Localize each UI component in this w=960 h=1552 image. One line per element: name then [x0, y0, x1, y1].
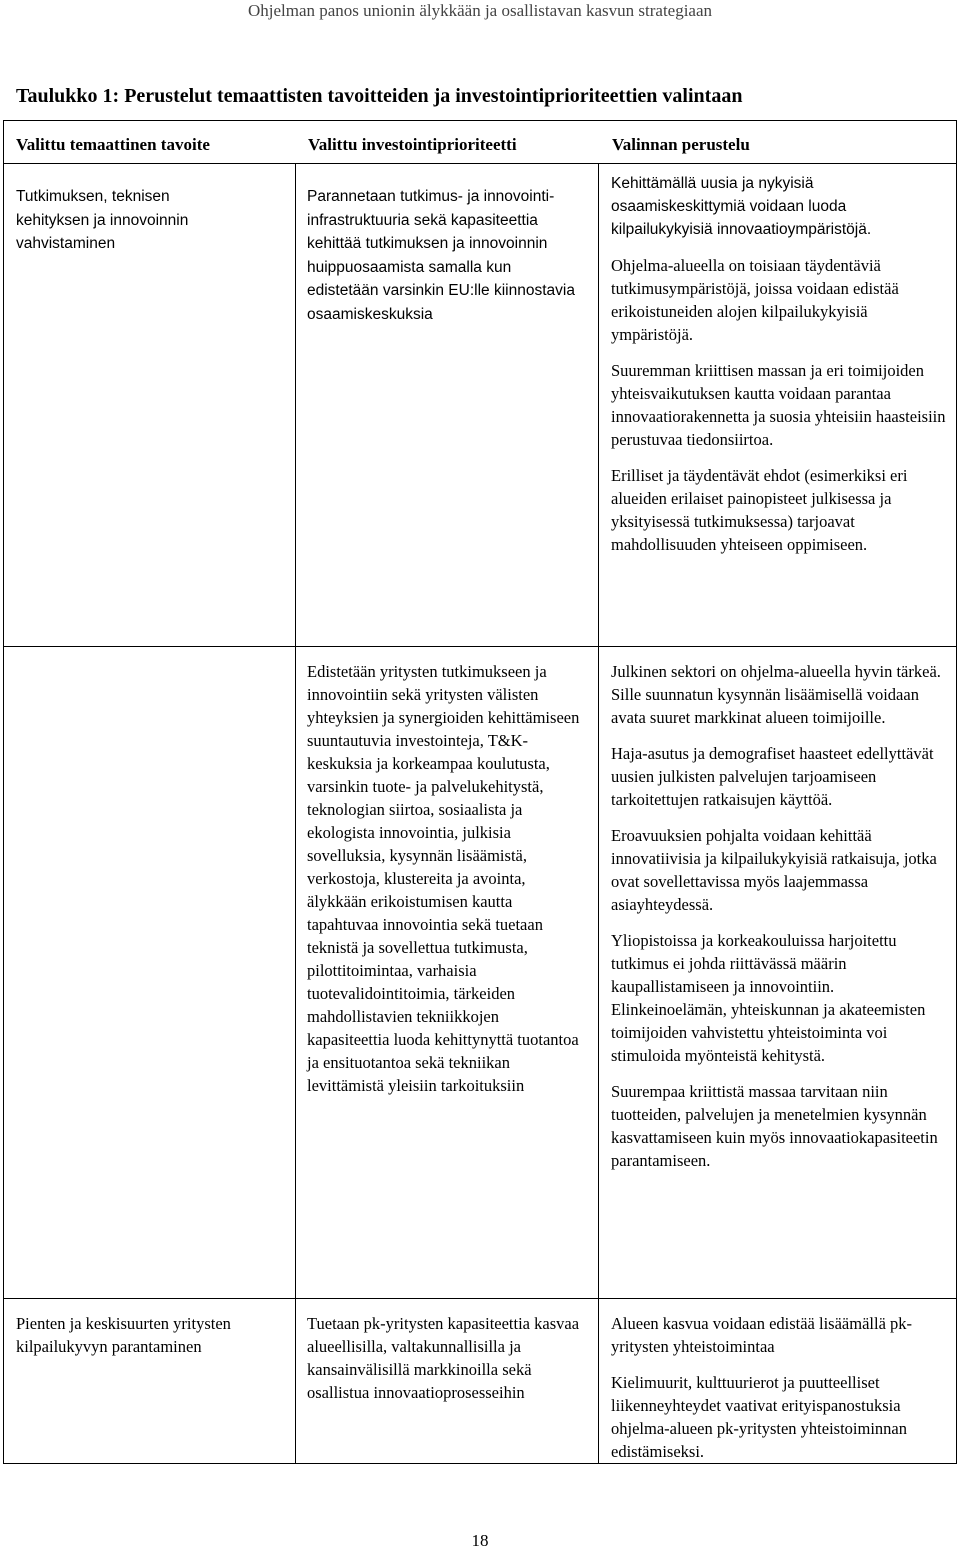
row-divider-2 — [3, 1298, 957, 1299]
row-2-justification-para-2: Haja-asutus ja demografiset haasteet edellyttävät uusien julkisten palvelujen tarjoamiseen tarkoitettujen ratkaisujen käyttöä. — [611, 744, 934, 809]
column-divider-2 — [598, 163, 599, 1463]
row-1-goal: Tutkimuksen, teknisen kehityksen ja innovoinnin vahvistaminen — [16, 188, 189, 252]
row-2-justification-para-3: Eroavuuksien pohjalta voidaan kehittää innovatiivisia ja kilpailukykyisiä ratkaisuja, jotka ovat sovellettavissa myös laajemmassa asiayhteydessä. — [611, 826, 937, 914]
row-1-justification-para-1: Kehittämällä uusia ja nykyisiä osaamiskeskittymiä voidaan luoda kilpailukykyisiä innovaatioympäristöjä. — [611, 175, 872, 238]
row-2-justification-para-4: Yliopistoissa ja korkeakouluissa harjoitettu tutkimus ei johda riittävässä määrin kaupallistamiseen ja innovointiin. Elinkeinoelämän, yhteiskunnan ja akateemisten toimijoiden vahvistettu yhteistoiminta voi stimuloida myönteistä kehitystä. — [611, 931, 926, 1065]
row-1-justification-para-3: Suuremman kriittisen massan ja eri toimijoiden yhteisvaikutuksen kautta voidaan parantaa innovaatiorakennetta ja suosia yhteisiin haasteisiin perustuvaa tiedonsiirtoa. — [611, 361, 946, 449]
table-title: Taulukko 1: Perustelut temaattisten tavoitteiden ja investointiprioriteettien valintaan — [16, 85, 743, 107]
row-1-justification-para-2: Ohjelma-alueella on toisiaan täydentäviä tutkimusympäristöjä, joissa voidaan edistää erikoistuneiden alojen kilpailukykyisiä ympäristöjä. — [611, 256, 899, 344]
row-2-justification-para-5: Suurempaa kriittistä massaa tarvitaan niin tuotteiden, palvelujen ja menetelmien kysynnän kasvattamiseen kuin myös innovaatiokapasiteetin parantamiseen. — [611, 1082, 938, 1170]
running-header: Ohjelman panos unionin älykkään ja osallistavan kasvun strategiaan — [247, 1, 713, 20]
row-3-justification — [611, 1312, 951, 1463]
row-1-justification-para-4: Erilliset ja täydentävät ehdot (esimerkiksi eri alueiden erilaiset painopisteet julkisessa ja yksityisessä tutkimuksessa) tarjoavat mahdollisuuden yhteiseen oppimiseen. — [611, 466, 908, 554]
row-2-justification-para-1: Julkinen sektori on ohjelma-alueella hyvin tärkeä. Sille suunnatun kysynnän lisäämisellä voidaan avata suuret markkinat alueen toimijoille. — [611, 662, 941, 727]
row-3-justification-para-1: Alueen kasvua voidaan edistää lisäämällä pk-yritysten yhteistoimintaa — [611, 1314, 913, 1356]
row-2-priority: Edistetään yritysten tutkimukseen ja innovointiin sekä yritysten välisten yhteyksien ja synergioiden kehittämiseen suuntautuvia investointeja, T&K-keskuksia ja korkeampaa koulutusta, varsinkin tuote- ja palvelukehitystä, teknologian siirtoa, sosiaalista ja ekologista innovointia, julkisia sovelluksia, kysynnän lisäämistä, verkostoja, klustereita ja avointa, älykkään erikoistumisen kautta tapahtuvaa innovointia sekä tuetaan teknistä ja sovellettua tutkimusta, pilottitoimintaa, varhaisia tuotevalidointitoimia, tärkeiden mahdollistavien tekniikkojen kapasiteettia luoda kehittynyttä tuotantoa ja ensituotantoa sekä tekniikan levittämistä yleisiin tarkoituksiin — [307, 662, 580, 1095]
row-1-justification — [611, 172, 951, 556]
row-3-priority: Tuetaan pk-yritysten kapasiteettia kasvaa alueellisilla, valtakunnallisilla ja kansainvälisillä markkinoilla sekä osallistua innovaatioprosesseihin — [307, 1314, 580, 1402]
row-3-goal: Pienten ja keskisuurten yritysten kilpailukyvyn parantaminen — [16, 1314, 231, 1356]
row-2-justification — [611, 660, 951, 1172]
page-number: 18 — [471, 1531, 489, 1550]
column-divider-1 — [295, 163, 296, 1463]
column-header-justification: Valinnan perustelu — [612, 135, 750, 154]
column-header-goal: Valittu temaattinen tavoite — [16, 135, 210, 154]
row-3-justification-para-2: Kielimuurit, kulttuurierot ja puutteelliset liikenneyhteydet vaativat erityispanostuksia ohjelma-alueen pk-yritysten yhteistoiminnan edistämiseksi. — [611, 1373, 908, 1461]
row-divider-1 — [3, 646, 957, 647]
column-header-priority: Valittu investointiprioriteetti — [308, 135, 517, 154]
header-row-divider — [3, 163, 957, 164]
row-1-priority: Parannetaan tutkimus- ja innovointi-infrastruktuuria sekä kapasiteettia kehittää tutkimuksen ja innovoinnin huippuosaamista samalla kun edistetään varsinkin EU:lle kiinnostavia osaamiskeskuksia — [307, 188, 575, 323]
